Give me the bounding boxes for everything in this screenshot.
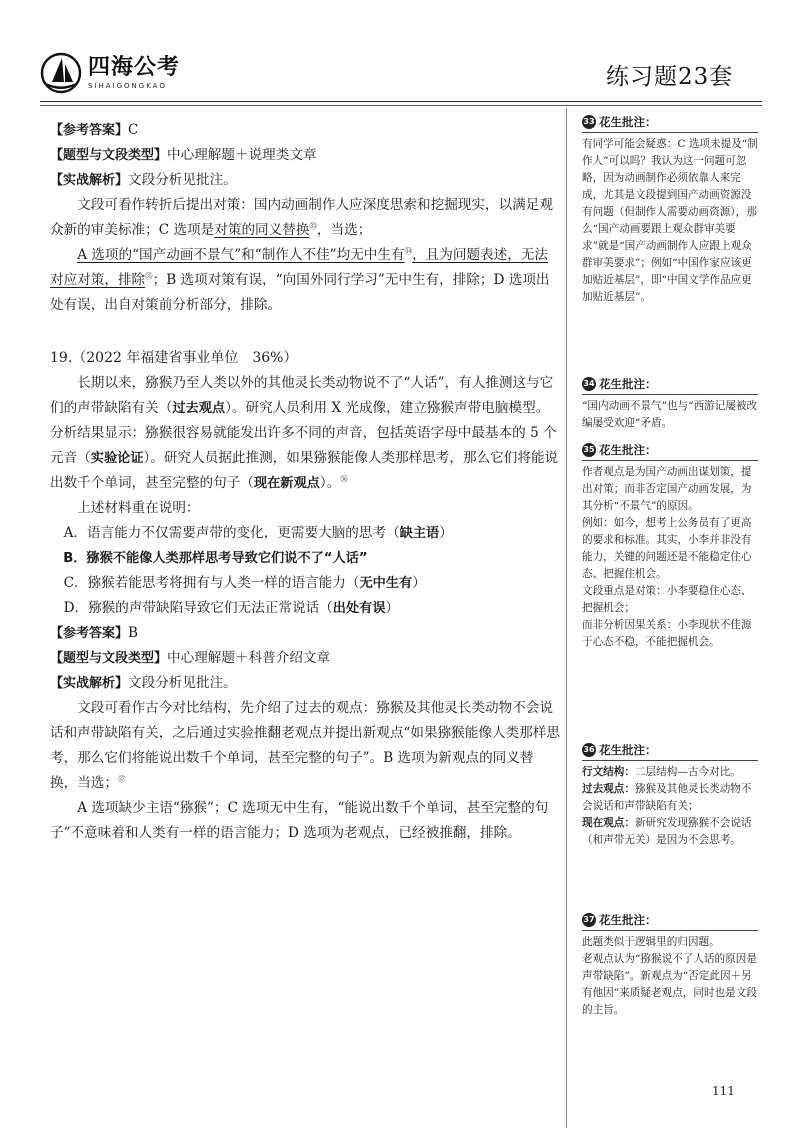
q19-analysis: 【实战解析】文段分析见批注。: [50, 675, 237, 691]
note-number-icon: 33: [582, 115, 596, 129]
note-number-icon: 35: [582, 443, 596, 457]
note-33-text: 有同学可能会疑惑：C 选项未提及“制作人”可以吗？我认为这一问题可忽略，因为动画制作必须依靠人来完成，尤其是文段提到国产动画资源没有问题（但制作人需要动画资源），那么“国产动画要跟上观众群审美要求”就是“国产动画制作人应跟上观众群审美要求”；例如“中国作家应该更加贴近基层”，即“中国文学作品应更加贴近基层”。: [582, 138, 758, 303]
note-number-icon: 36: [582, 743, 596, 757]
note-34-text: “国内动画不景气”也与“西游记屡被改编屡受欢迎”矛盾。: [582, 400, 758, 429]
page-number: 111: [712, 1084, 735, 1098]
q18-type: 【题型与文段类型】中心理解题＋说理类文章: [50, 147, 317, 163]
q19-paragraph-1: 文段可看作古今对比结构，先介绍了过去的观点：猕猴及其他灵长类动物不会说话和声带缺陷有关，之后通过实验推翻老观点并提出新观点“如果猕猴能像人类那样思考，那么它们将能说出数千个单词，甚至完整的句子”。B 选项为新观点的同义替换，当选；$^㊲$: [50, 700, 560, 791]
logo-subtitle: SIHAIGONGKAO: [88, 82, 167, 90]
header-divider: [40, 101, 762, 102]
q18-answer: 【参考答案】C: [50, 122, 139, 138]
q19-option-d: D．猕猴的声带缺陷导致它们无法正常说话（出处有误）: [63, 600, 400, 616]
q19-option-b: B．猕猴不能像人类那样思考导致它们说不了“人话”: [63, 551, 368, 566]
header-divider-thin: [40, 105, 762, 106]
note-number-icon: 34: [582, 377, 596, 391]
q19-answer: 【参考答案】B: [50, 625, 139, 641]
note-37: 37 花生批注： 此题类似于逻辑里的归因题。 老观点认为“猕猴说不了人话的原因是声带缺陷”。新观点为“否定此因＋另有他因”来质疑老观点，同时也是文段的主旨。: [582, 913, 757, 1016]
note-35: 35 花生批注： 作者观点是为国产动画出谋划策，提出对策；而非否定国产动画发展，为其分析“不景气”的原因。 例如：如今，想考上公务员有了更高的要求和标准。其实，小李并非没有能力，关键的问题还是不能稳定住心态、把握住机会。 文段重点是对策：小李要稳住心态、把握机会； 而非分析因果关系：小李现状不佳源于心态不稳，不能把握机会。: [582, 442, 758, 651]
note-33: 33 花生批注： 有同学可能会疑惑：C 选项未提及“制作人”可以吗？我认为这一问题可忽略，因为动画制作必须依靠人来完成，尤其是文段提到国产动画资源没有问题（但制作人需要动画资源），那么“国产动画要跟上观众群审美要求”就是“国产动画制作人应跟上观众群审美要求”；例如“中国作家应该更加贴近基层”，即“中国文学作品应更加贴近基层”。: [582, 114, 758, 306]
publisher-logo: [40, 52, 180, 94]
note-number-icon: 37: [582, 913, 596, 927]
q18-paragraph-2: A 选项的“国产动画不景气”和“制作人不佳”均无中生有$^㉞$，且为问题表述，无法对应对策，排除$^㉟$；B 选项对策有误，“向国外同行学习”无中生有，排除；D 选项出处有误，出自对策前分析部分，排除。: [50, 246, 550, 313]
sidebar-divider: [566, 108, 567, 1128]
note-34: 34 花生批注： “国内动画不景气”也与“西游记屡被改编屡受欢迎”矛盾。: [582, 376, 758, 432]
q19-option-c: C．猕猴若能思考将拥有与人类一样的语言能力（无中生有）: [63, 575, 426, 591]
book-title: 练习题23套: [606, 64, 734, 90]
sailboat-logo-icon: [40, 52, 82, 94]
q19-title: 19.（2022 年福建省事业单位 36%）: [50, 350, 298, 366]
q19-stem: 上述材料重在说明：: [77, 500, 200, 516]
q19-type: 【题型与文段类型】中心理解题＋科普介绍文章: [50, 650, 331, 666]
q18-analysis: 【实战解析】文段分析见批注。: [50, 172, 237, 188]
logo-title: 四海公考: [88, 55, 181, 80]
q19-option-a: A．语言能力不仅需要声带的变化，更需要大脑的思考（缺主语）: [63, 525, 453, 541]
main-content: [50, 118, 560, 846]
q18-paragraph-1: 文段可看作转折后提出对策：国内动画制作人应深度思索和挖掘现实，以满足观众新的审美标准；C 选项是对策的同义替换$^㉝$，当选；: [50, 197, 553, 238]
note-36: 36 花生批注： 行文结构：二层结构—古今对比。 过去观点：猕猴及其他灵长类动物不会说话和声带缺陷有关； 现在观点：新研究发现猕猴不会说话（和声带无关）是因为不会思考。: [582, 742, 758, 849]
q19-passage: 长期以来，猕猴乃至人类以外的其他灵长类动物说不了“人话”，有人推测这与它们的声带缺陷有关（过去观点）。研究人员利用 X 光成像，建立猕猴声带电脑模型。分析结果显示：猕猴很容易就能发出许多不同的声音，包括英语字母中最基本的 5 个元音（实验论证）。研究人员据此推测，如果猕猴能像人类那样思考，那么它们将能说出数千个单词，甚至完整的句子（现在新观点）。$^㊱$: [50, 375, 559, 491]
q19-paragraph-2: A 选项缺少主语“猕猴”；C 选项无中生有，“能说出数千个单词，甚至完整的句子”不意味着和人类有一样的语言能力；D 选项为老观点，已经被推翻，排除。: [50, 800, 549, 841]
